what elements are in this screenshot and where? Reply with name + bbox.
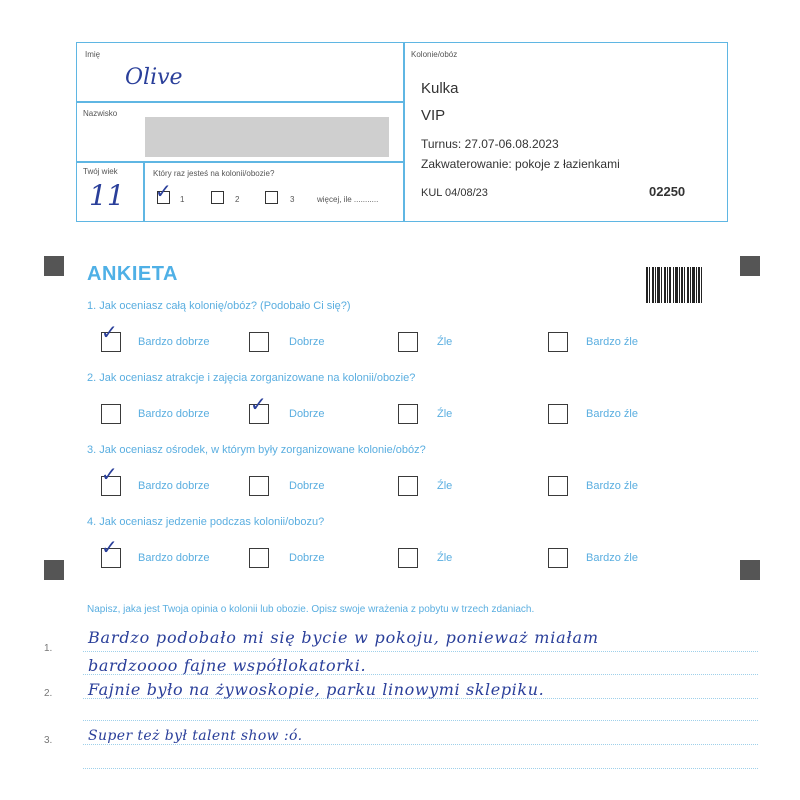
survey-title: ANKIETA: [87, 263, 178, 285]
q4-option-bardzo-zle: Bardzo źle: [586, 552, 638, 564]
q3-option-bardzo-dobrze: Bardzo dobrze: [138, 480, 210, 492]
wiek-value: 11: [89, 179, 125, 212]
visit-checkbox-2[interactable]: [211, 191, 224, 204]
line-number-1: 1.: [44, 643, 53, 654]
q2-option-bardzo-zle: Bardzo źle: [586, 408, 638, 420]
redacted-surname: [145, 117, 389, 157]
registration-marker: [44, 256, 64, 276]
q3-option-bardzo-zle: Bardzo źle: [586, 480, 638, 492]
zakwaterowanie: Zakwaterowanie: pokoje z łazienkami: [421, 157, 620, 171]
q4-checkbox-bardzo-zle[interactable]: [548, 548, 568, 568]
q3-checkbox-dobrze[interactable]: [249, 476, 269, 496]
q1-checkbox-dobrze[interactable]: [249, 332, 269, 352]
q1-checkbox-bardzo-zle[interactable]: [548, 332, 568, 352]
answer-text-line-1[interactable]: Bardzo podobało mi się bycie w pokoju, ponieważ miałam: [88, 628, 599, 647]
visit-option-more: więcej, ile ...........: [317, 195, 379, 204]
imie-value: Olive: [125, 65, 183, 90]
q2-checkbox-zle[interactable]: [398, 404, 418, 424]
q1-option-zle: Źle: [437, 336, 453, 348]
q4-checkbox-dobrze[interactable]: [249, 548, 269, 568]
visit-option-3: 3: [290, 195, 295, 204]
answer-text-line-4[interactable]: Super też był talent show :ó.: [88, 728, 303, 744]
turnus: Turnus: 27.07-06.08.2023: [421, 137, 559, 151]
question-2: 2. Jak oceniasz atrakcje i zajęcia zorganizowane na kolonii/obozie?: [87, 372, 416, 384]
q4-option-bardzo-dobrze: Bardzo dobrze: [138, 552, 210, 564]
q2-checkbox-bardzo-zle[interactable]: [548, 404, 568, 424]
q2-option-zle: Źle: [437, 408, 453, 420]
header-box: [76, 42, 728, 222]
camp-type: VIP: [421, 107, 446, 124]
nazwisko-label: Nazwisko: [83, 109, 118, 118]
registration-marker: [740, 560, 760, 580]
q4-option-dobrze: Dobrze: [289, 552, 325, 564]
q4-option-zle: Źle: [437, 552, 453, 564]
barcode: [646, 267, 702, 303]
answer-line: [83, 744, 758, 745]
answer-line: [83, 768, 758, 769]
opinion-instruction: Napisz, jaka jest Twoja opinia o kolonii lub obozie. Opisz swoje wrażenia z pobytu w trzech zdaniach.: [87, 604, 535, 615]
camp-code: KUL 04/08/23: [421, 187, 488, 199]
q1-checkbox-zle[interactable]: [398, 332, 418, 352]
registration-marker: [44, 560, 64, 580]
registration-marker: [740, 256, 760, 276]
visit-checkbox-3[interactable]: [265, 191, 278, 204]
q2-option-bardzo-dobrze: Bardzo dobrze: [138, 408, 210, 420]
q1-option-dobrze: Dobrze: [289, 336, 325, 348]
q1-check-mark: ✓: [101, 320, 118, 344]
answer-text-line-2[interactable]: bardzoooo fajne współlokatorki.: [88, 656, 367, 675]
camp-name: Kulka: [421, 80, 459, 97]
q1-option-bardzo-dobrze: Bardzo dobrze: [138, 336, 210, 348]
visit-option-1: 1: [180, 195, 185, 204]
question-1: 1. Jak oceniasz całą kolonię/obóz? (Podobało Ci się?): [87, 300, 351, 312]
question-4: 4. Jak oceniasz jedzenie podczas kolonii/obozu?: [87, 516, 325, 528]
question-3: 3. Jak oceniasz ośrodek, w którym były zorganizowane kolonie/obóz?: [87, 444, 426, 456]
q4-check-mark: ✓: [101, 535, 118, 559]
q3-checkbox-bardzo-zle[interactable]: [548, 476, 568, 496]
q1-option-bardzo-zle: Bardzo źle: [586, 336, 638, 348]
q2-option-dobrze: Dobrze: [289, 408, 325, 420]
kolonie-label: Kolonie/obóz: [411, 50, 458, 59]
q2-check-mark: ✓: [250, 392, 267, 416]
visit-check-mark: ✓: [155, 179, 172, 203]
answer-text-line-3[interactable]: Fajnie było na żywoskopie, parku linowymi sklepiku.: [88, 680, 545, 699]
wiek-label: Twój wiek: [83, 167, 118, 176]
ktory-raz-label: Który raz jesteś na kolonii/obozie?: [153, 169, 275, 178]
q3-check-mark: ✓: [101, 462, 118, 486]
imie-label: Imię: [85, 50, 101, 59]
q3-checkbox-zle[interactable]: [398, 476, 418, 496]
q2-checkbox-bardzo-dobrze[interactable]: [101, 404, 121, 424]
line-number-3: 3.: [44, 735, 53, 746]
answer-line: [83, 651, 758, 652]
q4-checkbox-zle[interactable]: [398, 548, 418, 568]
visit-option-2: 2: [235, 195, 240, 204]
form-number: 02250: [649, 184, 686, 199]
q3-option-zle: Źle: [437, 480, 453, 492]
answer-line: [83, 720, 758, 721]
line-number-2: 2.: [44, 688, 53, 699]
q3-option-dobrze: Dobrze: [289, 480, 325, 492]
